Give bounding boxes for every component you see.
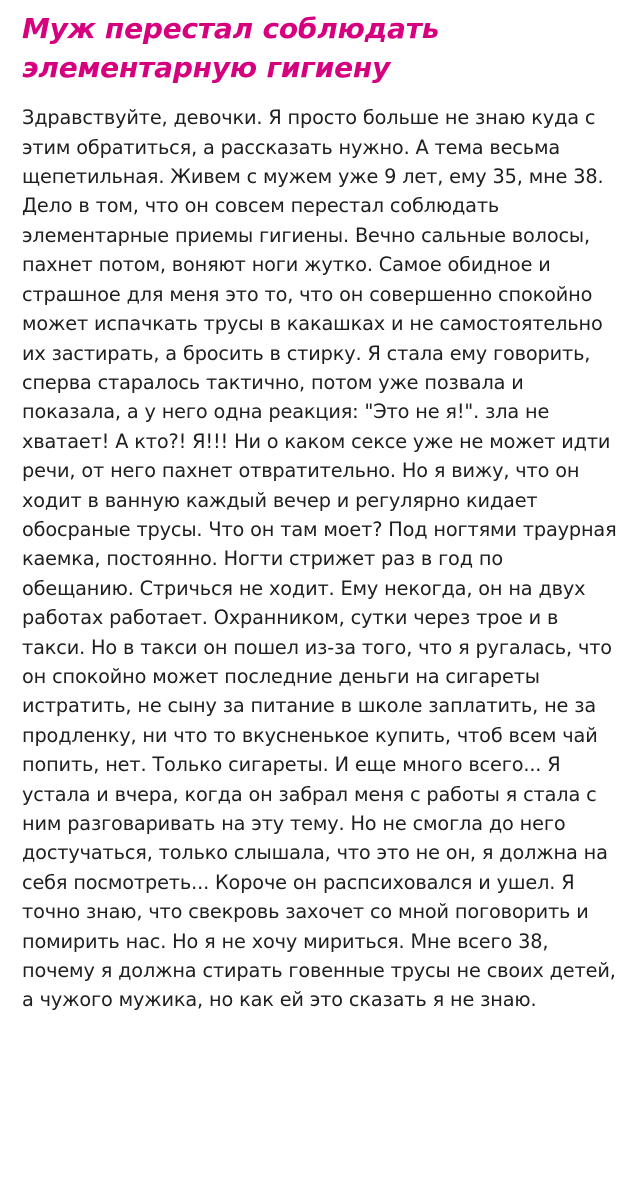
page-title: Муж перестал соблюдать элементарную гигиену xyxy=(22,12,440,84)
article-body-text: Здравствуйте, девочки. Я просто больше не знаю куда с этим обратиться, а рассказать нужно. А тема весьма щепетильная. Живем с мужем уже 9 лет, ему 35, мне 38. Дело в том, что он совсем перестал соблюдать элементарные приемы гигиены. Вечно сальные волосы, пахнет потом, воняют ноги жутко. Самое обидное и страшное для меня это то, что он совершенно спокойно может испачкать трусы в какашках и не самостоятельно их застирать, а бросить в стирку. Я стала ему говорить, сперва старалось тактично, потом уже позвала и показала, а у него одна реакция: "Это не я!". зла не хватает! А кто?! Я!!! Ни о каком сексе уже не может идти речи, от него пахнет отвратительно. Но я вижу, что он ходит в ванную каждый вечер и регулярно кидает обосраные трусы. Что он там моет? Под ногтями траурная каемка, постоянно. Ногти стрижет раз в год по обещанию. Стричься не ходит. Ему некогда, он на двух работах работает. Охранником, сутки через трое и в такси. Но в такси он пошел из-за того, что я ругалась, что он спокойно может последние деньги на сигареты истратить, не сыну за питание в школе заплатить, не за продленку, ни что то вкусненькое купить, чтоб всем чай попить, нет. Только сигареты. И еще много всего... Я устала и вчера, когда он забрал меня с работы я стала с ним разговаривать на эту тему. Но не смогла до него достучаться, только слышала, что это не он, я должна на себя посмотреть... Короче он распсиховался и ушел. Я точно знаю, что свекровь захочет со мной поговорить и помирить нас. Но я не хочу мириться. Мне всего 38, почему я должна стирать говенные трусы не своих детей, а чужого мужика, но как ей это сказать я не знаю. xyxy=(22,106,617,1012)
